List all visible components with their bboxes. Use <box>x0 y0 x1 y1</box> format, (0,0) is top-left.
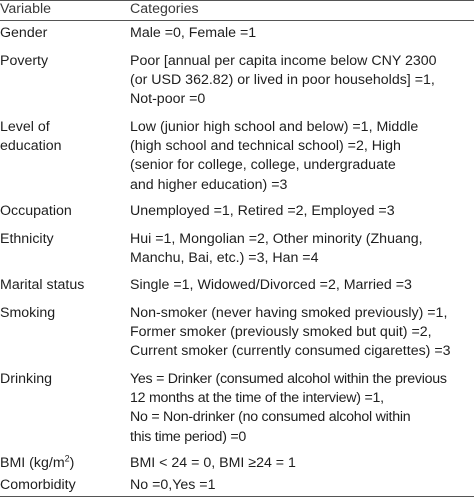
row-variable: Comorbidity <box>0 477 76 493</box>
table-header-rule <box>0 20 474 21</box>
row-categories: Low (junior high school and below) =1, Middle (high school and technical school) =2, High (senior for college, college, undergraduate and higher education) =3 <box>130 119 419 193</box>
row-variable: Drinking <box>0 371 53 387</box>
row-variable: Poverty <box>0 53 49 69</box>
row-variable: Occupation <box>0 203 72 219</box>
row-categories: Poor [annual per capita income below CNY 2300 (or USD 362.82) or lived in poor households] =1, Not-poor =0 <box>130 53 437 108</box>
row-categories: Male =0, Female =1 <box>130 25 257 41</box>
row-variable: Ethnicity <box>0 231 54 247</box>
row-variable: BMI $(kg/m^2)$ <box>0 453 75 471</box>
row-categories: Unemployed =1, Retired =2, Employed =3 <box>130 203 395 219</box>
row-categories: Hui =1, Mongolian =2, Other minority (Zhuang, Manchu, Bai, etc.) =3, Han =4 <box>130 231 423 267</box>
row-variable: Marital status <box>0 277 85 293</box>
row-categories: Yes = Drinker (consumed alcohol within the previous 12 months at the time of the interview) =1, No = Non-drinker (no consumed alcohol within this time period) =0 <box>130 371 447 445</box>
header-categories: Categories <box>130 1 199 17</box>
row-variable: Level of education <box>0 119 62 155</box>
row-categories: No =0,Yes =1 <box>130 477 216 493</box>
row-categories: BMI < 24 = 0, BMI ≥24 = 1 <box>130 455 296 471</box>
row-variable: Smoking <box>0 305 56 321</box>
row-categories: Non-smoker (never having smoked previously) =1, Former smoker (previously smoked but quit) =2, Current smoker (currently consumed cigarettes) =3 <box>130 305 451 360</box>
header-variable: Variable <box>0 1 51 17</box>
row-categories: Single =1, Widowed/Divorced =2, Married =3 <box>130 277 412 293</box>
row-variable: Gender <box>0 25 48 41</box>
